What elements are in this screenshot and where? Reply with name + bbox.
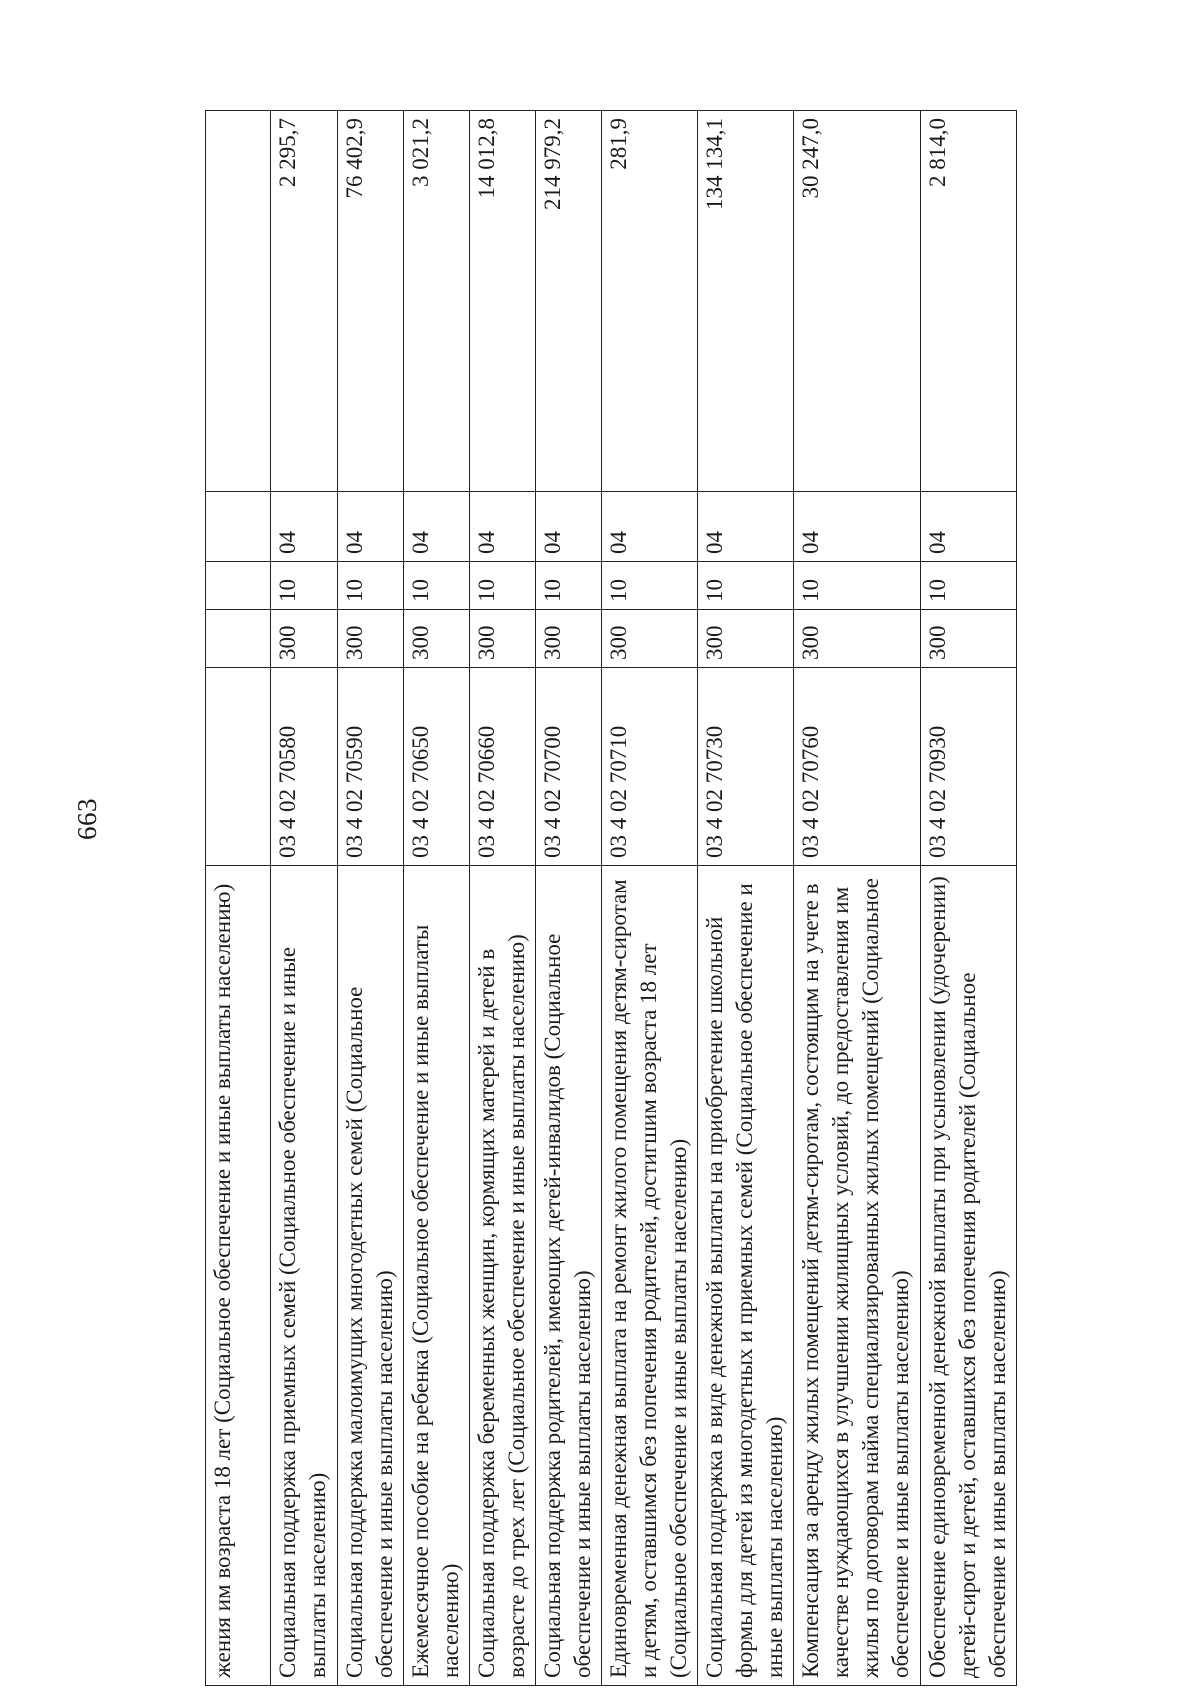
- row-description: Компенсация за аренду жилых помещений детям-сиротам, состоящим на учете в качестве нуждающихся в улучшении жилищных условий, до предоставления им жилья по договорам найма специализированных жилых помещений (Социальное обеспечение и иные выплаты населению): [794, 866, 921, 1686]
- row-description: жения им возраста 18 лет (Социальное обеспечение и иные выплаты населению): [206, 866, 271, 1686]
- row-expense-type: 300: [470, 610, 536, 668]
- row-code: [206, 668, 271, 866]
- table-row: [404, 111, 470, 1686]
- row-amount: 14 012,8: [470, 111, 536, 492]
- table-row: [338, 111, 404, 1686]
- row-section: 10: [404, 562, 470, 610]
- row-code: 03 4 02 70580: [271, 668, 338, 866]
- budget-table-rotated: [205, 111, 1095, 1686]
- row-description: Единовременная денежная выплата на ремонт жилого помещения детям-сиротам и детям, оставшимся без попечения родителей, достигшим возраста 18 лет (Социальное обеспечение и иные выплаты населению): [602, 866, 698, 1686]
- row-description: Социальная поддержка малоимущих многодетных семей (Социальное обеспечение и иные выплаты населению): [338, 866, 404, 1686]
- row-subsection: 04: [470, 492, 536, 562]
- row-amount: [206, 111, 271, 492]
- row-amount: 134 134,1: [698, 111, 794, 492]
- table-row: [470, 111, 536, 1686]
- row-expense-type: 300: [921, 610, 1017, 668]
- table-row: [206, 111, 271, 1686]
- row-description: Ежемесячное пособие на ребенка (Социальное обеспечение и иные выплаты населению): [404, 866, 470, 1686]
- row-code: 03 4 02 70930: [921, 668, 1017, 866]
- row-description: Обеспечение единовременной денежной выплаты при усыновлении (удочерении) детей-сирот и детей, оставшихся без попечения родителей (Социальное обеспечение и иные выплаты населению): [921, 866, 1017, 1686]
- row-section: 10: [698, 562, 794, 610]
- row-section: 10: [536, 562, 602, 610]
- row-description: Социальная поддержка беременных женщин, кормящих матерей и детей в возрасте до трех лет (Социальное обеспечение и иные выплаты населению): [470, 866, 536, 1686]
- row-amount: 214 979,2: [536, 111, 602, 492]
- row-expense-type: 300: [794, 610, 921, 668]
- row-expense-type: 300: [404, 610, 470, 668]
- row-section: 10: [602, 562, 698, 610]
- page-number: 663: [72, 798, 102, 840]
- row-section: 10: [338, 562, 404, 610]
- row-section: 10: [794, 562, 921, 610]
- row-section: 10: [271, 562, 338, 610]
- row-code: 03 4 02 70760: [794, 668, 921, 866]
- table-row: [921, 111, 1017, 1686]
- row-expense-type: 300: [271, 610, 338, 668]
- row-subsection: 04: [404, 492, 470, 562]
- row-code: 03 4 02 70710: [602, 668, 698, 866]
- row-subsection: 04: [921, 492, 1017, 562]
- row-description: Социальная поддержка приемных семей (Социальное обеспечение и иные выплаты населению): [271, 866, 338, 1686]
- row-code: 03 4 02 70660: [470, 668, 536, 866]
- table-row: [794, 111, 921, 1686]
- table-row: [536, 111, 602, 1686]
- table-row: [698, 111, 794, 1686]
- row-expense-type: 300: [698, 610, 794, 668]
- row-subsection: 04: [536, 492, 602, 562]
- row-code: 03 4 02 70700: [536, 668, 602, 866]
- row-amount: 281,9: [602, 111, 698, 492]
- row-amount: 2 295,7: [271, 111, 338, 492]
- table-body: [206, 111, 1017, 1686]
- table-row: [271, 111, 338, 1686]
- row-amount: 30 247,0: [794, 111, 921, 492]
- row-section: 10: [470, 562, 536, 610]
- row-subsection: 04: [271, 492, 338, 562]
- budget-table: [205, 110, 1017, 1686]
- row-amount: 2 814,0: [921, 111, 1017, 492]
- table-row: [602, 111, 698, 1686]
- row-subsection: 04: [338, 492, 404, 562]
- row-description: Социальная поддержка в виде денежной выплаты на приобретение школьной формы для детей из многодетных и приемных семей (Социальное обеспечение и иные выплаты населению): [698, 866, 794, 1686]
- row-expense-type: 300: [338, 610, 404, 668]
- row-expense-type: 300: [602, 610, 698, 668]
- row-code: 03 4 02 70650: [404, 668, 470, 866]
- row-subsection: [206, 492, 271, 562]
- row-amount: 76 402,9: [338, 111, 404, 492]
- row-subsection: 04: [698, 492, 794, 562]
- row-expense-type: [206, 610, 271, 668]
- row-expense-type: 300: [536, 610, 602, 668]
- row-description: Социальная поддержка родителей, имеющих детей-инвалидов (Социальное обеспечение и иные выплаты населению): [536, 866, 602, 1686]
- row-subsection: 04: [602, 492, 698, 562]
- row-amount: 3 021,2: [404, 111, 470, 492]
- row-code: 03 4 02 70730: [698, 668, 794, 866]
- row-section: 10: [921, 562, 1017, 610]
- row-section: [206, 562, 271, 610]
- row-code: 03 4 02 70590: [338, 668, 404, 866]
- row-subsection: 04: [794, 492, 921, 562]
